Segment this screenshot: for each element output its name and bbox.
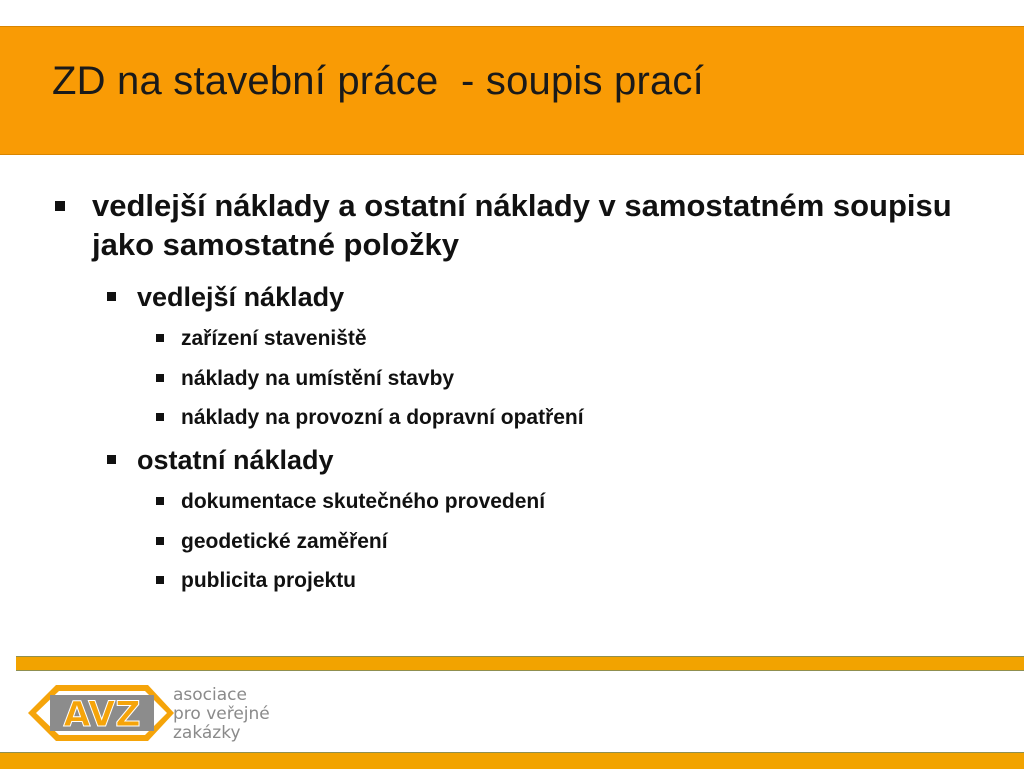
bullet-text: vedlejší náklady: [137, 282, 345, 312]
bullet-text: geodetické zaměření: [181, 530, 388, 553]
bullet-text: ostatní náklady: [137, 445, 334, 475]
square-bullet-icon: [156, 497, 164, 505]
bullet-vedlejsi-item: [181, 405, 584, 431]
square-bullet-icon: [156, 374, 164, 382]
square-bullet-icon: [156, 413, 164, 421]
bullet-text: dokumentace skutečného provedení: [181, 490, 546, 513]
logo-caption: [173, 686, 270, 743]
square-bullet-icon: [156, 334, 164, 342]
bullet-ostatni-item: [181, 489, 545, 515]
title-bar: [0, 26, 1024, 155]
bullet-ostatni-item: [181, 529, 388, 555]
square-bullet-icon: [55, 201, 65, 211]
logo-line: pro veřejné: [173, 704, 270, 724]
bullet-text: vedlejší náklady a ostatní náklady v samostatném soupisu jako samostatné položky: [92, 188, 952, 262]
avz-logo-icon: [26, 683, 176, 743]
bullet-vedlejsi-item: [181, 366, 454, 392]
bullet-level1: [92, 186, 952, 264]
bullet-ostatni-item: [181, 568, 356, 594]
bullet-text: publicita projektu: [181, 569, 357, 592]
bullet-vedlejsi-item: [181, 326, 367, 352]
footer-stripe-bottom: [0, 752, 1024, 769]
square-bullet-icon: [156, 537, 164, 545]
square-bullet-icon: [107, 455, 116, 464]
bullet-text: náklady na provozní a dopravní opatření: [181, 406, 584, 429]
slide-title: ZD na stavební práce - soupis prací: [52, 59, 704, 103]
logo-line: zakázky: [173, 723, 241, 743]
bullet-text: zařízení staveniště: [181, 327, 367, 350]
bullet-vedlejsi: [137, 281, 344, 313]
square-bullet-icon: [107, 292, 116, 301]
footer-stripe-top: [16, 656, 1024, 671]
square-bullet-icon: [156, 576, 164, 584]
logo-mark: AVZ: [63, 695, 141, 735]
bullet-ostatni: [137, 444, 334, 476]
bullet-text: náklady na umístění stavby: [181, 367, 455, 390]
logo-line: asociace: [173, 685, 247, 705]
